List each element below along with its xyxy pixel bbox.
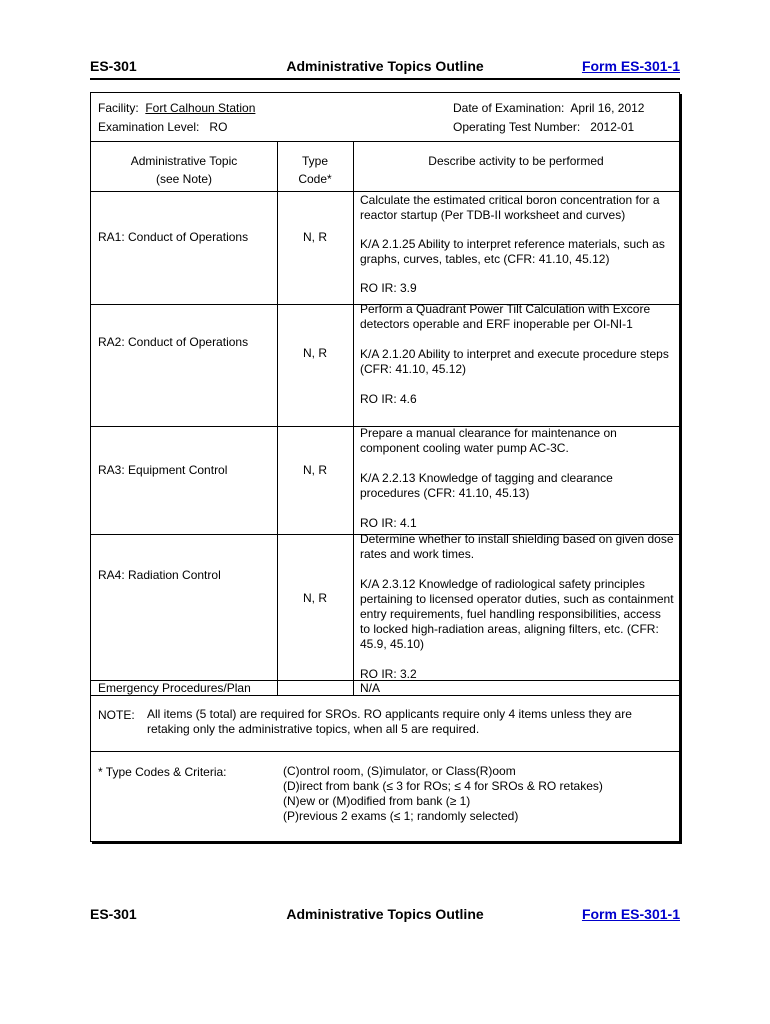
test-number-value: 2012-01 <box>590 120 635 134</box>
facility-name: Fort Calhoun Station <box>145 101 256 115</box>
row1-topic: RA1: Conduct of Operations <box>98 230 249 244</box>
header-form-link[interactable]: Form ES-301-1 <box>581 58 680 74</box>
divider-note <box>91 751 679 752</box>
header-form-code: ES-301 <box>90 58 137 74</box>
row4-ka: K/A 2.3.12 Knowledge of radiological safety principles pertaining to licensed operator duties, such as containment entry requirements, fuel handling responsibilities, access to locked high-radiation areas, aligning filters, etc. (CFR: 45.9, 45.10) <box>360 577 674 651</box>
criteria-label: * Type Codes & Criteria: <box>98 765 227 779</box>
footer-form-code: ES-301 <box>90 906 137 922</box>
row2-activity-cell <box>360 302 674 407</box>
row2-type: N, R <box>303 346 327 360</box>
row1-activity-cell <box>360 193 674 296</box>
date-value: April 16, 2012 <box>570 101 645 115</box>
header-rule <box>90 78 680 80</box>
page-footer <box>90 906 680 926</box>
row4-activity-cell <box>360 532 674 682</box>
row2-activity: Perform a Quadrant Power Tilt Calculation with Excore detectors operable and ERF inoperable per OI-NI-1 <box>360 302 651 331</box>
col-header-type: Type Code* <box>298 154 332 186</box>
row3-activity-cell <box>360 426 674 531</box>
col-divider-1 <box>277 141 278 695</box>
criteria-line: (N)ew or (M)odified from bank (≥ 1) <box>283 794 471 808</box>
criteria-line: (C)ontrol room, (S)imulator, or Class(R)oom <box>283 764 516 778</box>
row1-ir: RO IR: 3.9 <box>360 281 417 295</box>
row1-type: N, R <box>303 230 327 244</box>
header-title: Administrative Topics Outline <box>286 58 484 74</box>
exam-level-value: RO <box>209 120 228 134</box>
row3-activity: Prepare a manual clearance for maintenance on component cooling water pump AC-3C. <box>360 426 617 455</box>
facility-line: Facility: Fort Calhoun Station <box>98 101 256 115</box>
criteria-list <box>283 764 673 824</box>
divider-emergency <box>91 695 679 696</box>
note-label: NOTE: <box>98 708 135 722</box>
row2-ka: K/A 2.1.20 Ability to interpret and execute procedure steps (CFR: 41.10, 45.12) <box>360 347 669 376</box>
row4-activity: Determine whether to install shielding based on given dose rates and work times. <box>360 532 674 561</box>
col-header-topic: Administrative Topic (see Note) <box>130 154 238 186</box>
form-container <box>90 92 680 842</box>
date-line: Date of Examination: April 16, 2012 <box>453 101 645 115</box>
divider-facility <box>91 141 679 142</box>
page-header <box>90 58 680 78</box>
col-divider-2 <box>353 141 354 695</box>
row3-ir: RO IR: 4.1 <box>360 516 417 530</box>
footer-form-link[interactable]: Form ES-301-1 <box>581 906 680 922</box>
divider-col-header <box>91 191 679 192</box>
test-number-line: Operating Test Number: 2012-01 <box>453 120 635 134</box>
row4-type: N, R <box>303 591 327 605</box>
col-header-describe: Describe activity to be performed <box>428 154 604 168</box>
exam-level-line: Examination Level: RO <box>98 120 228 134</box>
criteria-line: (P)revious 2 exams (≤ 1; randomly selected) <box>283 809 519 823</box>
row3-type: N, R <box>303 463 327 477</box>
row3-ka: K/A 2.2.13 Knowledge of tagging and clearance procedures (CFR: 41.10, 45.13) <box>360 471 613 500</box>
emergency-activity: N/A <box>360 681 381 695</box>
row4-topic: RA4: Radiation Control <box>98 568 221 582</box>
note-text: All items (5 total) are required for SROs. RO applicants require only 4 items unless they are retaking only the administrative topics, when all 5 are required. <box>147 707 632 736</box>
emergency-topic: Emergency Procedures/Plan <box>98 681 251 695</box>
footer-title: Administrative Topics Outline <box>286 906 484 922</box>
row2-topic: RA2: Conduct of Operations <box>98 335 249 349</box>
row3-topic: RA3: Equipment Control <box>98 463 228 477</box>
criteria-line: (D)irect from bank (≤ 3 for ROs; ≤ 4 for SROs & RO retakes) <box>283 779 603 793</box>
row2-ir: RO IR: 4.6 <box>360 392 417 406</box>
row1-activity: Calculate the estimated critical boron concentration for a reactor startup (Per TDB-II worksheet and curves) <box>360 193 660 222</box>
row1-ka: K/A 2.1.25 Ability to interpret reference materials, such as graphs, curves, tables, etc (CFR: 41.10, 45.12) <box>360 237 665 266</box>
row4-ir: RO IR: 3.2 <box>360 667 417 681</box>
